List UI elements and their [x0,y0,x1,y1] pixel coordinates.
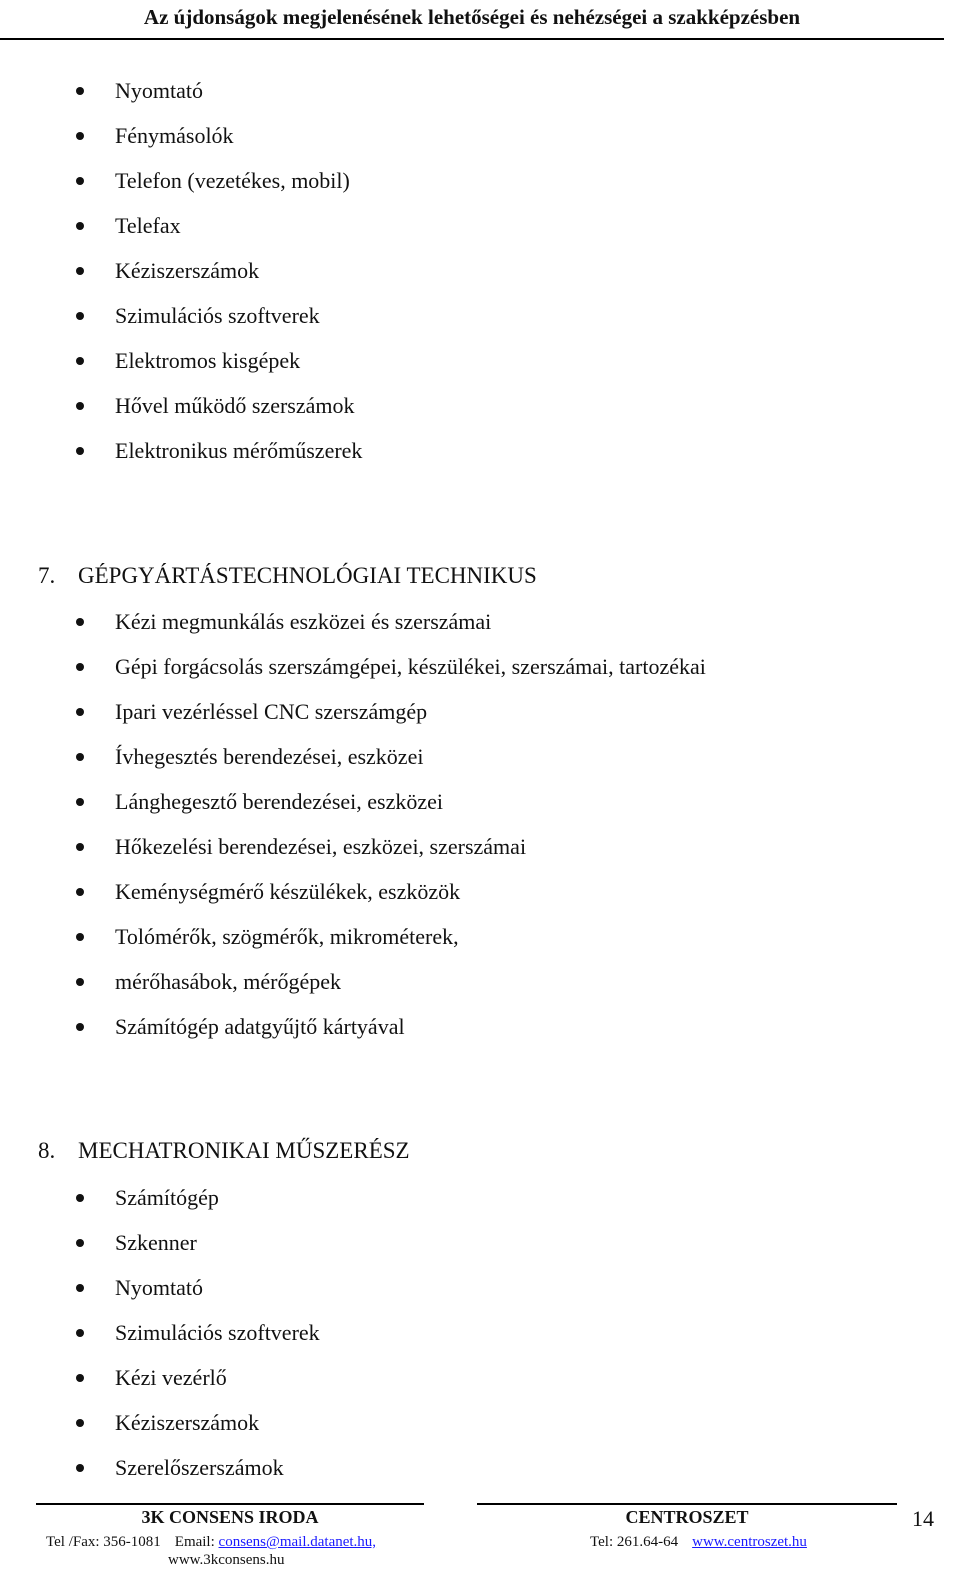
header-rule [0,38,944,40]
bullet-icon [76,1374,84,1382]
bullet-icon [76,1464,84,1472]
section-7-title: GÉPGYÁRTÁSTECHNOLÓGIAI TECHNIKUS [78,563,537,588]
list-item-text: Lánghegesztő berendezései, eszközei [115,789,443,814]
list-item [0,428,362,473]
list-item [0,338,362,383]
list-item-text: Gépi forgácsolás szerszámgépei, készülékei, szerszámai, tartozékai [115,654,706,679]
list-item-text: Fénymásolók [115,123,234,148]
list-item-text: Kéziszerszámok [115,1410,260,1435]
bullet-icon [76,1284,84,1292]
list-item [0,734,706,779]
list-item [0,1445,320,1490]
list-item [0,1355,320,1400]
list-item [0,1310,320,1355]
list-item-text: Nyomtató [115,1275,203,1300]
list-item-text: Számítógép adatgyűjtő kártyával [115,1014,405,1039]
list-item-text: Ipari vezérléssel CNC szerszámgép [115,699,428,724]
bullet-icon [76,1239,84,1247]
list-item [0,158,362,203]
list-item [0,824,706,869]
bullet-icon [76,933,84,941]
footer-right-phone: Tel: 261.64-64 [590,1534,679,1550]
list-item-text: Szerelőszerszámok [115,1455,284,1480]
list-item-text: Ívhegesztés berendezései, eszközei [115,744,424,769]
bullet-icon [76,843,84,851]
bullet-icon [76,222,84,230]
list-item [0,1004,706,1049]
list-item-text: Elektronikus mérőműszerek [115,438,363,463]
footer-email-label: Email: [174,1534,215,1550]
bullet-icon [76,1419,84,1427]
list-item [0,959,706,1004]
bullet-icon [76,87,84,95]
list-item [0,644,706,689]
bullet-icon [76,312,84,320]
list-item [0,113,362,158]
list-item [0,1220,320,1265]
list-item-text: Hőkezelési berendezései, eszközei, szerszámai [115,834,527,859]
list-item [0,293,362,338]
footer-left-rule [36,1503,424,1505]
section-8-list [0,1175,320,1490]
list-item-text: Keménységmérő készülékek, eszközök [115,879,461,904]
bullet-icon [76,753,84,761]
footer-right-title: CENTROSZET [625,1507,749,1527]
list-item-text: mérőhasábok, mérőgépek [115,969,342,994]
header-title: Az újdonságok megjelenésének lehetőségei és nehézségei a szakképzésben [143,5,801,29]
bullet-icon [76,1329,84,1337]
list-item [0,599,706,644]
footer-left-phone: Tel /Fax: 356-1081 [46,1534,161,1550]
list-item [0,68,362,113]
list-item-text: Tolómérők, szögmérők, mikrométerek, [115,924,459,949]
list-item-text: Szkenner [115,1230,197,1255]
bullet-icon [76,708,84,716]
bullet-icon [76,177,84,185]
page-footer [0,1500,960,1589]
list-item [0,383,362,428]
footer-email-link[interactable]: consens@mail.datanet.hu, [218,1534,377,1550]
bullet-icon [76,357,84,365]
bullet-icon [76,618,84,626]
list-item [0,779,706,824]
footer-right-web-link[interactable]: www.centroszet.hu [692,1534,807,1550]
footer-left-web[interactable]: www.3kconsens.hu [168,1552,285,1568]
list-item-text: Nyomtató [115,78,203,103]
list-item [0,689,706,734]
list-item [0,1400,320,1445]
bullet-icon [76,978,84,986]
list-item [0,869,706,914]
bullet-icon [76,1194,84,1202]
list-item [0,1175,320,1220]
bullet-icon [76,267,84,275]
section-8-title: MECHATRONIKAI MŰSZERÉSZ [78,1138,410,1163]
list-item-text: Telefax [115,213,181,238]
list-item-text: Telefon (vezetékes, mobil) [115,168,350,193]
list-item-text: Szimulációs szoftverek [115,303,320,328]
bullet-icon [76,1023,84,1031]
list-item-text: Elektromos kisgépek [115,348,301,373]
bullet-icon [76,798,84,806]
page-number: 14 [912,1506,934,1531]
footer-left-title: 3K CONSENS IRODA [141,1507,319,1527]
list-item-text: Kézi vezérlő [115,1365,227,1390]
list-item [0,914,706,959]
footer-right-rule [477,1503,897,1505]
bullet-icon [76,402,84,410]
footer-left-contact [46,1534,376,1551]
list-item-text: Kézi megmunkálás eszközei és szerszámai [115,609,492,634]
bullet-icon [76,888,84,896]
page-header [0,0,944,40]
section-7-number: 7. [38,563,56,588]
list-item-text: Hővel működő szerszámok [115,393,355,418]
section-7-list [0,599,706,1049]
list-item [0,1265,320,1310]
list-item [0,248,362,293]
list-item-text: Kéziszerszámok [115,258,260,283]
list-item-text: Szimulációs szoftverek [115,1320,320,1345]
list-item [0,203,362,248]
bullet-icon [76,663,84,671]
equipment-list-top [0,68,362,473]
list-item-text: Számítógép [115,1185,219,1210]
footer-right-contact [590,1534,807,1551]
section-7-heading [38,563,537,589]
bullet-icon [76,447,84,455]
section-8-heading [38,1138,410,1164]
section-8-number: 8. [38,1138,56,1163]
bullet-icon [76,132,84,140]
